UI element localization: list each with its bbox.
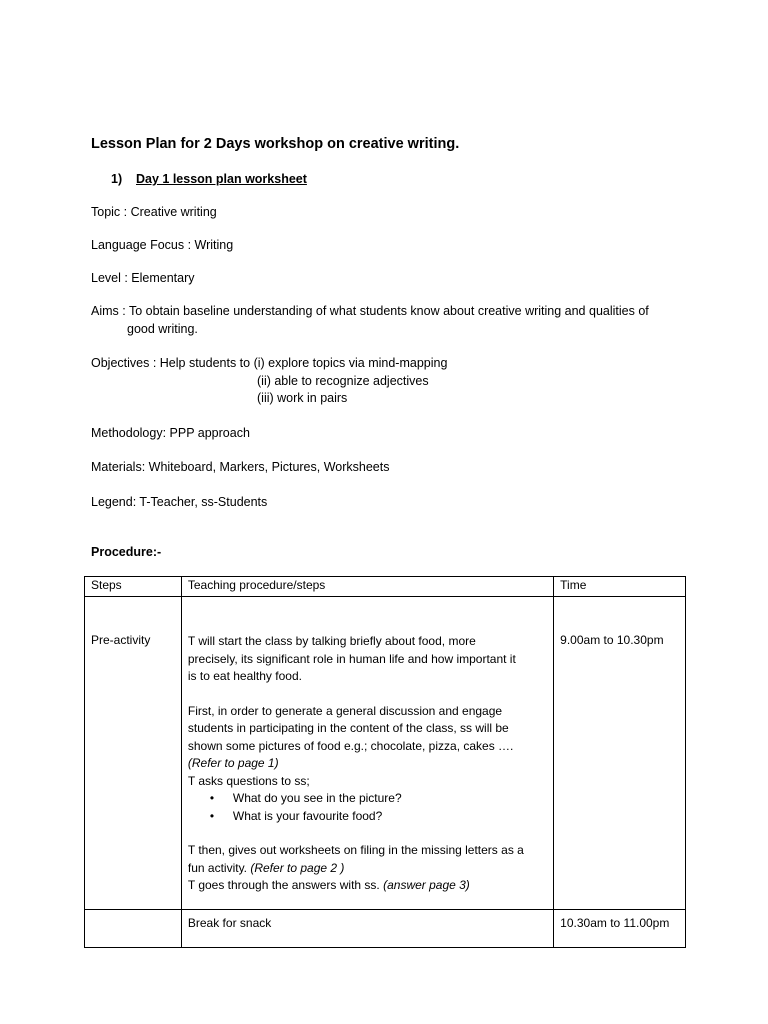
time-cell: 9.00am to 10.30pm: [554, 597, 686, 910]
methodology-line: Methodology: PPP approach: [91, 426, 250, 440]
page-reference: (answer page 3): [383, 878, 470, 892]
objectives-line-2: (ii) able to recognize adjectives: [257, 374, 429, 388]
procedure-table: [84, 576, 686, 948]
time-cell: 10.30am to 11.00pm: [554, 909, 686, 947]
section-heading: [111, 172, 307, 186]
section-number: 1): [111, 172, 123, 186]
procedure-text: T asks questions to ss;: [187, 773, 310, 788]
procedure-text: students in participating in the content of the class, ss will be: [187, 721, 509, 735]
question-list: [188, 790, 547, 825]
page-reference: (Refer to page 2 ): [250, 860, 345, 875]
language-focus-line: Language Focus : Writing: [91, 238, 234, 252]
procedure-text: [188, 860, 547, 878]
legend-line: Legend: T-Teacher, ss-Students: [91, 495, 268, 509]
objectives-line-1: Objectives : Help students to (i) explore topics via mind-mapping: [91, 356, 448, 370]
aims-line-1: Aims : To obtain baseline understanding of what students know about creative writing and qualities of: [91, 304, 649, 318]
table-row: [85, 909, 686, 947]
procedure-text: T will start the class by talking briefly about food, more: [187, 634, 476, 648]
procedure-text: shown some pictures of food e.g.; chocolate, pizza, cakes ….: [187, 738, 514, 753]
page-reference: (Refer to page 1): [187, 756, 279, 770]
procedure-cell: Break for snack: [181, 909, 553, 947]
level-line: Level : Elementary: [91, 271, 195, 285]
procedure-text: First, in order to generate a general discussion and engage: [187, 703, 503, 718]
materials-line: Materials: Whiteboard, Markers, Pictures, Worksheets: [91, 460, 390, 474]
procedure-text: T then, gives out worksheets on filing in the missing letters as a: [187, 843, 524, 857]
procedure-text: is to eat healthy food.: [187, 669, 302, 683]
procedure-cell: [181, 597, 553, 910]
topic-line: Topic : Creative writing: [91, 205, 217, 219]
step-cell: Pre-activity: [85, 597, 182, 910]
aims-line-2: good writing.: [127, 322, 198, 336]
list-item: • What do you see in the picture?: [210, 790, 547, 808]
procedure-text: [188, 877, 547, 895]
page-title: Lesson Plan for 2 Days workshop on creative writing.: [91, 136, 460, 152]
table-header-row: [85, 577, 686, 597]
procedure-label: Procedure:-: [91, 545, 162, 559]
procedure-text-part: T goes through the answers with ss.: [187, 878, 384, 892]
procedure-text: precisely, its significant role in human life and how important it: [187, 651, 516, 666]
objectives-line-3: (iii) work in pairs: [257, 391, 348, 405]
procedure-text-part: fun activity.: [187, 860, 251, 875]
section-label: Day 1 lesson plan worksheet: [136, 172, 307, 186]
header-time: Time: [554, 577, 686, 597]
table-row: [85, 597, 686, 910]
header-steps: Steps: [85, 577, 182, 597]
list-item: • What is your favourite food?: [210, 808, 547, 826]
header-teaching-procedure: Teaching procedure/steps: [181, 577, 553, 597]
step-cell: [85, 909, 182, 947]
